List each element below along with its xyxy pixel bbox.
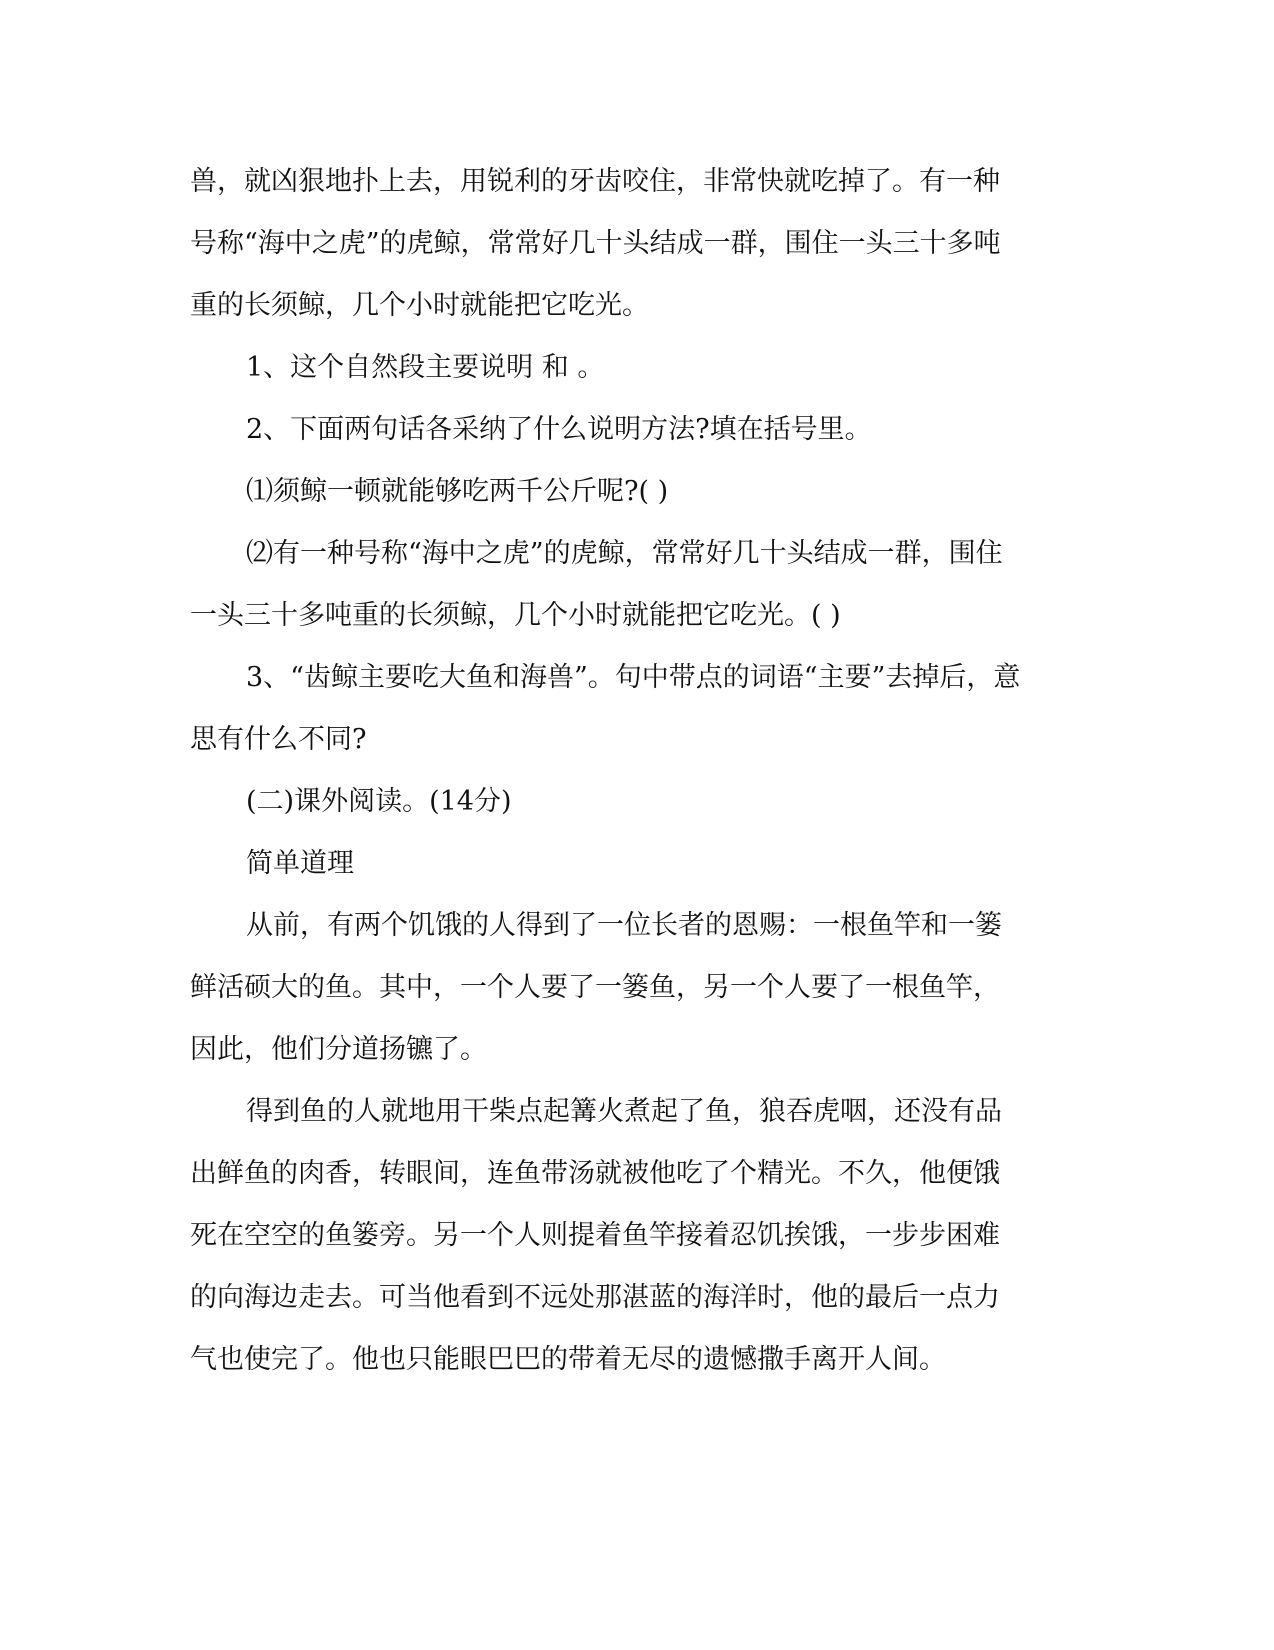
question-2: 2、下面两句话各采纳了什么说明方法?填在括号里。 bbox=[246, 414, 872, 445]
article-title: 简单道理 bbox=[246, 848, 354, 879]
question-2-sub-2: ⑵有一种号称“海中之虎”的虎鲸，常常好几十头结成一群，围住 bbox=[246, 538, 1003, 569]
section-heading: (二)课外阅读。(14分) bbox=[246, 786, 512, 817]
paragraph-line: 因此，他们分道扬镳了。 bbox=[190, 1034, 487, 1065]
question-2-sub-2-cont: 一头三十多吨重的长须鲸，几个小时就能把它吃光。( ) bbox=[190, 600, 841, 631]
question-1: 1、这个自然段主要说明 和 。 bbox=[246, 352, 605, 383]
paragraph-line: 气也使完了。他也只能眼巴巴的带着无尽的遗憾撒手离开人间。 bbox=[190, 1344, 946, 1375]
paragraph-line: 的向海边走去。可当他看到不远处那湛蓝的海洋时，他的最后一点力 bbox=[190, 1282, 1000, 1313]
paragraph-line: 兽，就凶狠地扑上去，用锐利的牙齿咬住，非常快就吃掉了。有一种 bbox=[190, 166, 1000, 197]
question-3-cont: 思有什么不同? bbox=[190, 724, 367, 755]
paragraph-line: 重的长须鲸，几个小时就能把它吃光。 bbox=[190, 290, 649, 321]
paragraph-line: 号称“海中之虎”的虎鲸，常常好几十头结成一群，围住一头三十多吨 bbox=[190, 228, 1001, 259]
question-3: 3、“齿鲸主要吃大鱼和海兽”。句中带点的词语“主要”去掉后，意 bbox=[246, 662, 1021, 693]
paragraph-line: 死在空空的鱼篓旁。另一个人则提着鱼竿接着忍饥挨饿，一步步困难 bbox=[190, 1220, 1000, 1251]
paragraph-line: 出鲜鱼的肉香，转眼间，连鱼带汤就被他吃了个精光。不久，他便饿 bbox=[190, 1158, 1000, 1189]
paragraph-line: 从前，有两个饥饿的人得到了一位长者的恩赐：一根鱼竿和一篓 bbox=[246, 910, 1002, 941]
paragraph-line: 鲜活硕大的鱼。其中，一个人要了一篓鱼，另一个人要了一根鱼竿， bbox=[190, 972, 1000, 1003]
question-2-sub-1: ⑴须鲸一顿就能够吃两千公斤呢?( ) bbox=[246, 476, 669, 507]
paragraph-line: 得到鱼的人就地用干柴点起篝火煮起了鱼，狼吞虎咽，还没有品 bbox=[246, 1096, 1002, 1127]
